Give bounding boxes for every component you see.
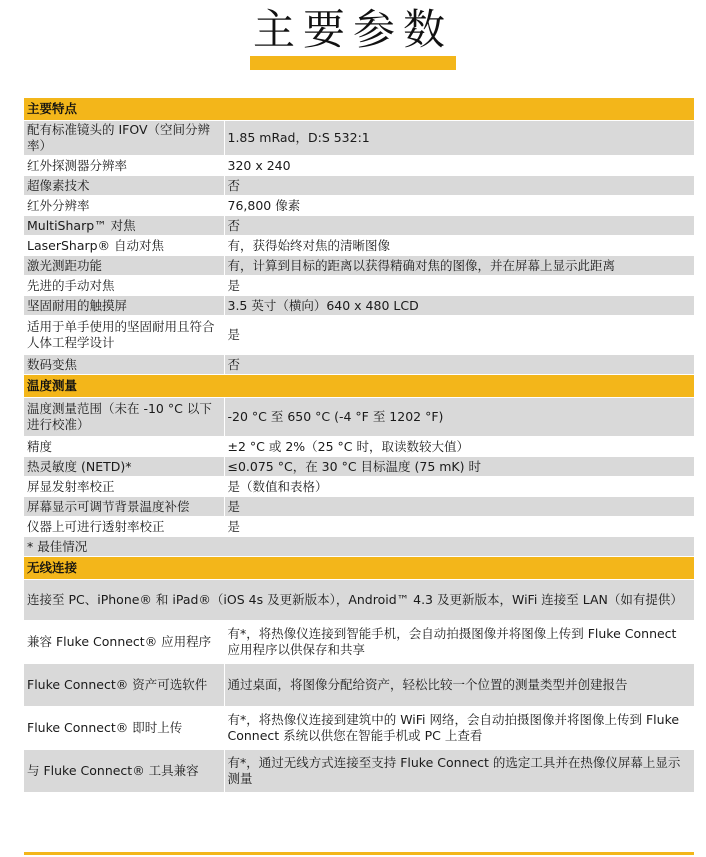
table-row <box>24 517 694 537</box>
spec-value: 否 <box>224 216 694 236</box>
section-header-temperature <box>24 375 694 398</box>
table-row <box>24 437 694 457</box>
spec-value: 3.5 英寸（横向）640 x 480 LCD <box>224 296 694 316</box>
spec-label: Fluke Connect® 资产可选软件 <box>24 664 224 707</box>
spec-label: 坚固耐用的触摸屏 <box>24 296 224 316</box>
spec-label: 热灵敏度 (NETD)* <box>24 457 224 477</box>
table-row <box>24 156 694 176</box>
table-row <box>24 750 694 793</box>
spec-label: 与 Fluke Connect® 工具兼容 <box>24 750 224 793</box>
spec-label: 精度 <box>24 437 224 457</box>
spec-value: 否 <box>224 355 694 375</box>
spec-value: 320 x 240 <box>224 156 694 176</box>
table-row <box>24 256 694 276</box>
spec-value: 有*，通过无线方式连接至支持 Fluke Connect 的选定工具并在热像仪屏幕上显示测量 <box>224 750 694 793</box>
table-row <box>24 196 694 216</box>
spec-value: ≤0.075 °C，在 30 °C 目标温度 (75 mK) 时 <box>224 457 694 477</box>
spec-label: LaserSharp® 自动对焦 <box>24 236 224 256</box>
section-header-wireless <box>24 557 694 580</box>
table-row <box>24 621 694 664</box>
spec-label: 先进的手动对焦 <box>24 276 224 296</box>
table-row <box>24 121 694 156</box>
spec-label: 配有标准镜头的 IFOV（空间分辨率） <box>24 121 224 156</box>
spec-value: 是（数值和表格） <box>224 477 694 497</box>
table-row <box>24 707 694 750</box>
table-row <box>24 316 694 355</box>
spec-value: ±2 °C 或 2%（25 °C 时，取读数较大值） <box>224 437 694 457</box>
spec-label: 屏显发射率校正 <box>24 477 224 497</box>
spec-value: 有，获得始终对焦的清晰图像 <box>224 236 694 256</box>
table-row <box>24 176 694 196</box>
spec-value: 是 <box>224 497 694 517</box>
table-row <box>24 457 694 477</box>
section-title: 温度测量 <box>24 375 694 398</box>
spec-label: 红外探测器分辨率 <box>24 156 224 176</box>
spec-label: 兼容 Fluke Connect® 应用程序 <box>24 621 224 664</box>
table-row <box>24 355 694 375</box>
spec-table <box>24 98 694 793</box>
spec-value: 连接至 PC、iPhone® 和 iPad®（iOS 4s 及更新版本），Android™ 4.3 及更新版本，WiFi 连接至 LAN（如有提供） <box>24 580 694 621</box>
table-row <box>24 236 694 256</box>
table-row <box>24 276 694 296</box>
spec-value: 是 <box>224 276 694 296</box>
spec-value: 是 <box>224 517 694 537</box>
footnote-row <box>24 537 694 557</box>
spec-label: Fluke Connect® 即时上传 <box>24 707 224 750</box>
table-row <box>24 216 694 236</box>
spec-label: 红外分辨率 <box>24 196 224 216</box>
spec-value: 1.85 mRad，D:S 532:1 <box>224 121 694 156</box>
spec-label: 适用于单手使用的坚固耐用且符合人体工程学设计 <box>24 316 224 355</box>
spec-value: 通过桌面，将图像分配给资产，轻松比较一个位置的测量类型并创建报告 <box>224 664 694 707</box>
spec-label: 超像素技术 <box>24 176 224 196</box>
title-block <box>0 0 706 80</box>
spec-value: 有*，将热像仪连接到智能手机，会自动拍摄图像并将图像上传到 Fluke Connect 应用程序以供保存和共享 <box>224 621 694 664</box>
spec-value: 有*，将热像仪连接到建筑中的 WiFi 网络，会自动拍摄图像并将图像上传到 Fluke Connect 系统以供您在智能手机或 PC 上查看 <box>224 707 694 750</box>
table-row <box>24 664 694 707</box>
table-row <box>24 477 694 497</box>
section-title: 无线连接 <box>24 557 694 580</box>
bottom-accent-rule <box>24 852 694 855</box>
spec-label: 仪器上可进行透射率校正 <box>24 517 224 537</box>
spec-value: 76,800 像素 <box>224 196 694 216</box>
spec-label: 屏幕显示可调节背景温度补偿 <box>24 497 224 517</box>
spec-label: MultiSharp™ 对焦 <box>24 216 224 236</box>
table-row <box>24 497 694 517</box>
table-row <box>24 580 694 621</box>
spec-value: -20 °C 至 650 °C (-4 °F 至 1202 °F) <box>224 398 694 437</box>
spec-value: 是 <box>224 316 694 355</box>
spec-label: 激光测距功能 <box>24 256 224 276</box>
footnote: * 最佳情况 <box>24 537 694 557</box>
section-title: 主要特点 <box>24 98 694 121</box>
spec-value: 有，计算到目标的距离以获得精确对焦的图像，并在屏幕上显示此距离 <box>224 256 694 276</box>
title-underline-bar <box>250 56 456 70</box>
spec-label: 数码变焦 <box>24 355 224 375</box>
table-row <box>24 296 694 316</box>
spec-label: 温度测量范围（未在 -10 °C 以下进行校准） <box>24 398 224 437</box>
table-row <box>24 398 694 437</box>
page-title: 主要参数 <box>252 5 453 54</box>
spec-value: 否 <box>224 176 694 196</box>
section-header-main <box>24 98 694 121</box>
